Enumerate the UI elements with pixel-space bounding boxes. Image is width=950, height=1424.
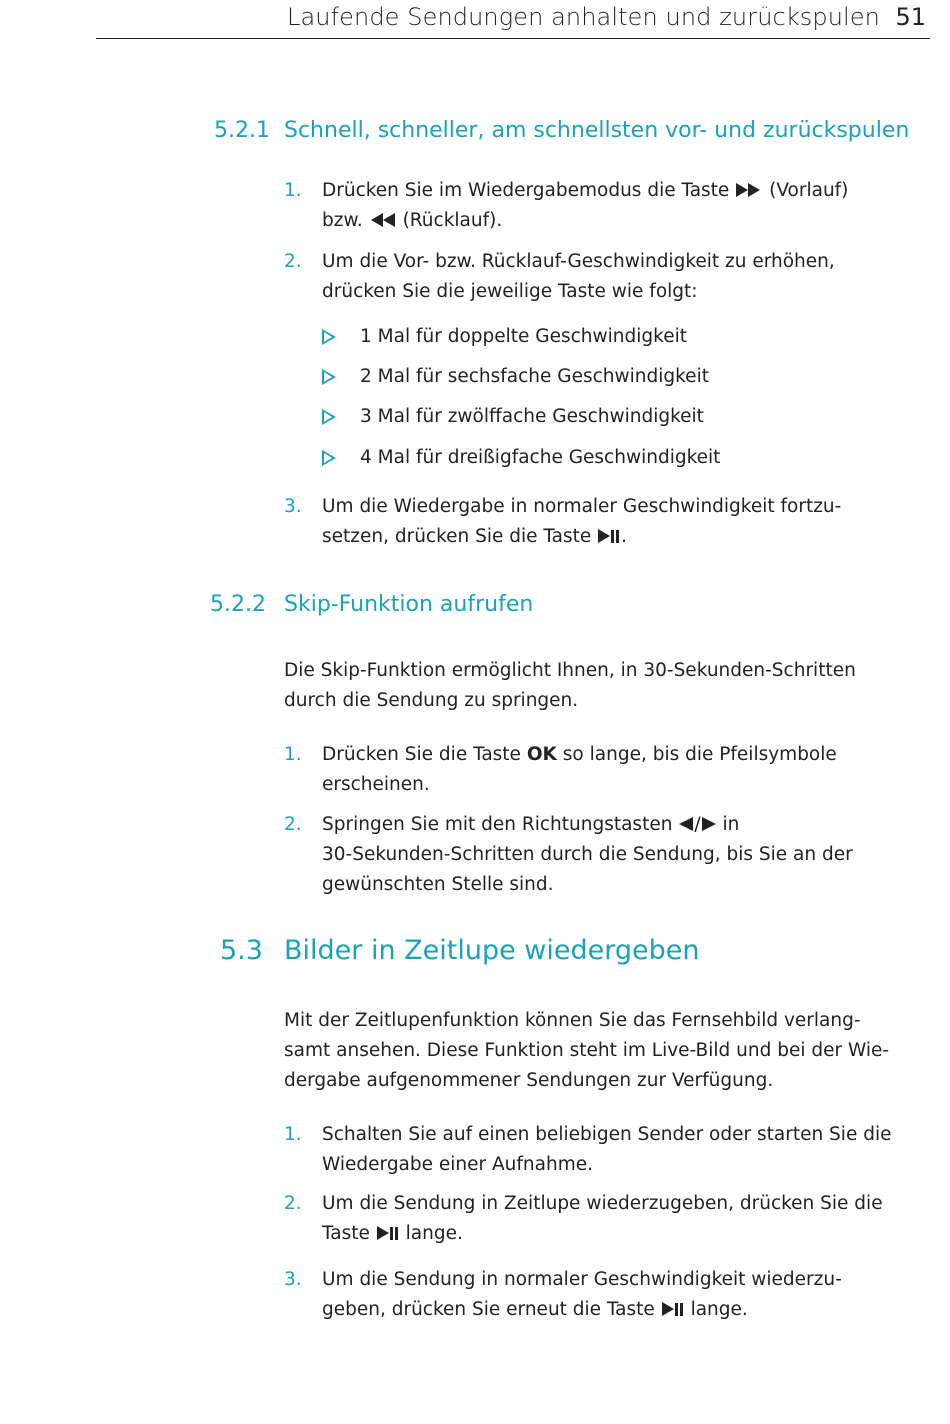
arrow-left-icon <box>678 816 694 832</box>
step-text: Drücken Sie die Taste OK so lange, bis die Pfeilsymbole erscheinen. <box>322 744 837 795</box>
step-number: 3. <box>284 496 302 517</box>
step-text: Um die Vor- bzw. Rücklauf-Geschwindigkeit zu erhöhen, drücken Sie die jeweilige Taste wie folgt: <box>322 251 835 302</box>
list-item <box>284 810 924 900</box>
section-heading-5-2-1 <box>214 118 910 143</box>
section-heading-5-2-2 <box>210 592 534 617</box>
section-number: 5.2.2 <box>210 592 266 617</box>
step-text: Um die Wiedergabe in normaler Geschwindigkeit fortzu- setzen, drücken Sie die Taste . <box>322 496 842 547</box>
running-header <box>96 0 930 39</box>
step-number: 2. <box>284 251 302 272</box>
list-item <box>284 1189 924 1249</box>
list-item <box>284 492 924 552</box>
play-pause-icon <box>597 528 621 544</box>
step-text: Springen Sie mit den Richtungstasten / in 30-Sekunden-Schritten durch die Sendung, bis Sie an der gewünschten Stelle sind. <box>322 814 853 895</box>
step-number: 1. <box>284 180 302 201</box>
section-heading-5-3 <box>220 935 700 966</box>
triangle-bullet-icon <box>322 409 336 425</box>
triangle-bullet-icon <box>322 329 336 345</box>
list-item <box>284 1265 924 1325</box>
page-number: 51 <box>895 3 926 31</box>
step-number: 2. <box>284 1193 302 1214</box>
section-number: 5.2.1 <box>214 118 270 143</box>
step-number: 1. <box>284 1124 302 1145</box>
step-text: Schalten Sie auf einen beliebigen Sender oder starten Sie die Wiedergabe einer Aufnahme. <box>322 1124 892 1175</box>
ok-key-label: OK <box>526 744 557 765</box>
triangle-bullet-icon <box>322 450 336 466</box>
section-number: 5.3 <box>220 935 263 966</box>
intro-paragraph: Die Skip-Funktion ermöglicht Ihnen, in 30-Sekunden-Schritten durch die Sendung zu springen. <box>284 660 856 711</box>
triangle-bullet-icon <box>322 369 336 385</box>
list-item <box>284 247 924 307</box>
section-title: Schnell, schneller, am schnellsten vor- und zurückspulen <box>284 118 910 143</box>
running-title: Laufende Sendungen anhalten und zurückspulen <box>287 3 880 31</box>
intro-paragraph: Mit der Zeitlupenfunktion können Sie das Fernsehbild verlang- samt ansehen. Diese Funktion steht im Live-Bild und bei der Wie- dergabe aufgenommener Sendungen zur Verfügung. <box>284 1010 890 1091</box>
play-pause-icon <box>661 1301 685 1317</box>
step-number: 1. <box>284 744 302 765</box>
rewind-icon <box>369 212 397 228</box>
step-text: Um die Sendung in normaler Geschwindigkeit wiederzu- geben, drücken Sie erneut die Taste lange. <box>322 1269 842 1320</box>
step-number: 3. <box>284 1269 302 1290</box>
fast-forward-icon <box>735 182 763 198</box>
arrow-right-icon <box>701 816 717 832</box>
play-pause-icon <box>376 1225 400 1241</box>
list-item <box>284 740 924 800</box>
step-text: Um die Sendung in Zeitlupe wiederzugeben, drücken Sie die Taste lange. <box>322 1193 883 1244</box>
list-item <box>284 1120 924 1180</box>
list-item <box>284 176 924 236</box>
section-title: Skip-Funktion aufrufen <box>284 592 534 617</box>
step-number: 2. <box>284 814 302 835</box>
section-title: Bilder in Zeitlupe wiedergeben <box>284 935 700 966</box>
step-text: Drücken Sie im Wiedergabemodus die Taste (Vorlauf) bzw. (Rücklauf). <box>322 180 849 231</box>
